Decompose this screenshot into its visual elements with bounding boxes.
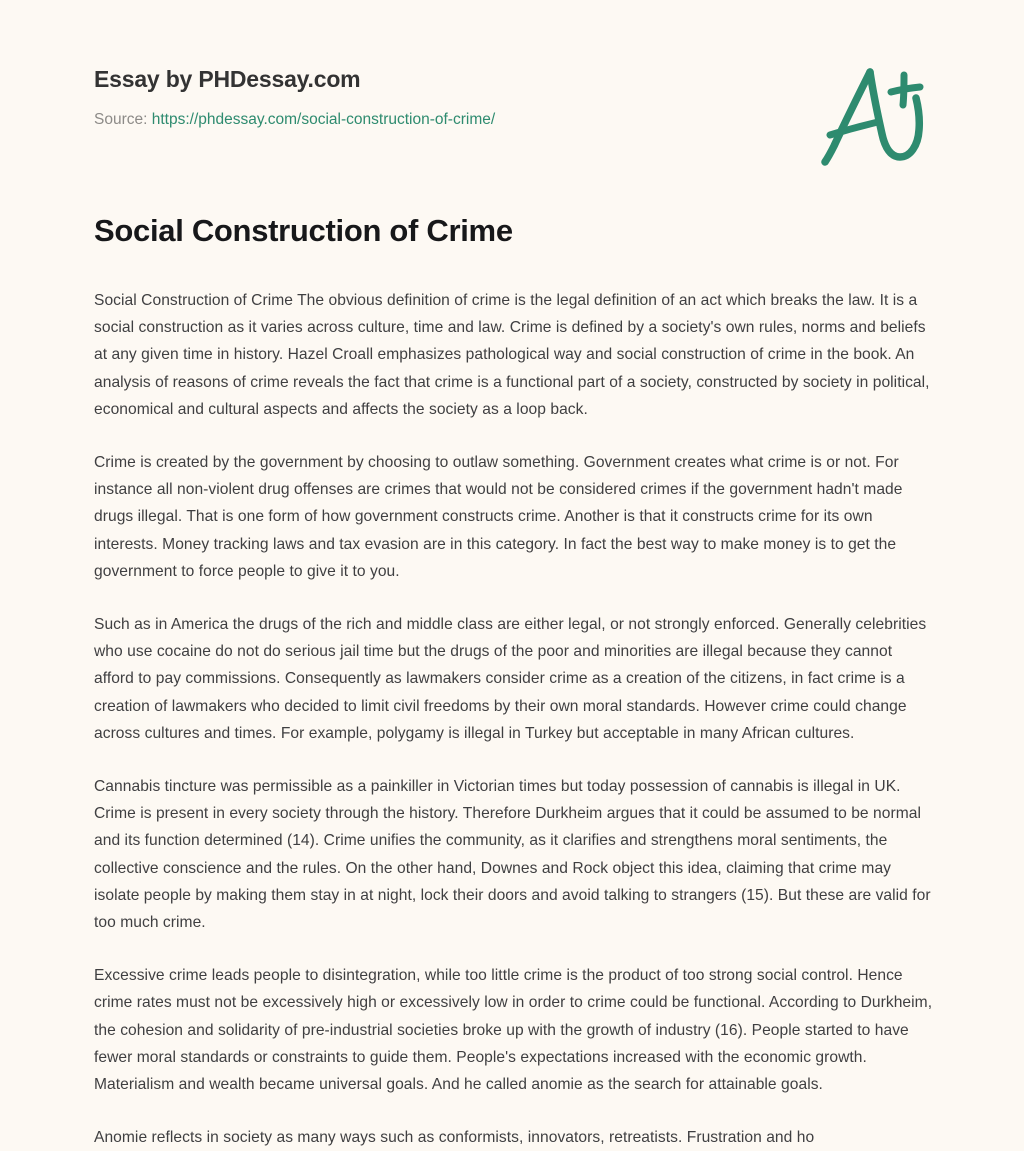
paragraph: Excessive crime leads people to disintegration, while too little crime is the product of too strong social control. Hence crime rates must not be excessively high or excessively low in order to crime could be functional. According to Durkheim, the cohesion and solidarity of pre-industrial societies broke up with the growth of industry (16). People started to have fewer moral standards or constraints to guide them. People's expectations increased with the economic growth. Materialism and wealth became universal goals. And he called anomie as the search for attainable goals. xyxy=(94,967,933,1094)
paragraph: Crime is created by the government by choosing to outlaw something. Government creates what crime is or not. For instance all non-violent drug offenses are crimes that would not be considered crimes if the government hadn't made drugs illegal. That is one form of how government constructs crime. Another is that it constructs crime for its own interests. Money tracking laws and tax evasion are in this category. In fact the best way to make money is to get the government to force people to give it to you. xyxy=(94,454,903,580)
article-body xyxy=(94,287,934,1151)
page-title: Social Construction of Crime xyxy=(94,213,513,248)
brand-title: Essay by PHDessay.com xyxy=(94,66,361,92)
paragraph: Cannabis tincture was permissible as a painkiller in Victorian times but today possession of cannabis is illegal in UK. Crime is present in every society through the history. Therefore Durkheim argues that it could be assumed to be normal and its function determined (14). Crime unifies the community, as it clarifies and strengthens moral sentiments, the collective conscience and the rules. On the other hand, Downes and Rock object this idea, claiming that crime may isolate people by making them stay in at night, lock their doors and avoid talking to strangers (15). But these are valid for too much crime. xyxy=(94,778,931,932)
source-line xyxy=(94,94,930,130)
a-plus-logo-icon xyxy=(812,58,936,174)
paragraph: Anomie reflects in society as many ways such as conformists, innovators, retreatists. Frustration and ho xyxy=(94,1129,815,1147)
paragraph: Such as in America the drugs of the rich and middle class are either legal, or not strongly enforced. Generally celebrities who use cocaine do not do serious jail time but the drugs of the poor and minorities are illegal because they cannot afford to pay commissions. Consequently as lawmakers consider crime as a creation of the citizens, in fact crime is a creation of lawmakers who decided to limit civil freedoms by their own moral standards. However crime could change across cultures and times. For example, polygamy is illegal in Turkey but acceptable in many African cultures. xyxy=(94,616,927,742)
source-url-link[interactable]: https://phdessay.com/social-construction-of-crime/ xyxy=(151,110,496,128)
source-label: Source: xyxy=(94,110,148,128)
document-header xyxy=(94,66,930,130)
paragraph: Social Construction of Crime The obvious definition of crime is the legal definition of an act which breaks the law. It is a social construction as it varies across culture, time and law. Crime is defined by a society's own rules, norms and beliefs at any given time in history. Hazel Croall emphasizes pathological way and social construction of crime in the book. An analysis of reasons of crime reveals the fact that crime is a functional part of a society, constructed by society in political, economical and cultural aspects and affects the society as a loop back. xyxy=(94,292,930,418)
